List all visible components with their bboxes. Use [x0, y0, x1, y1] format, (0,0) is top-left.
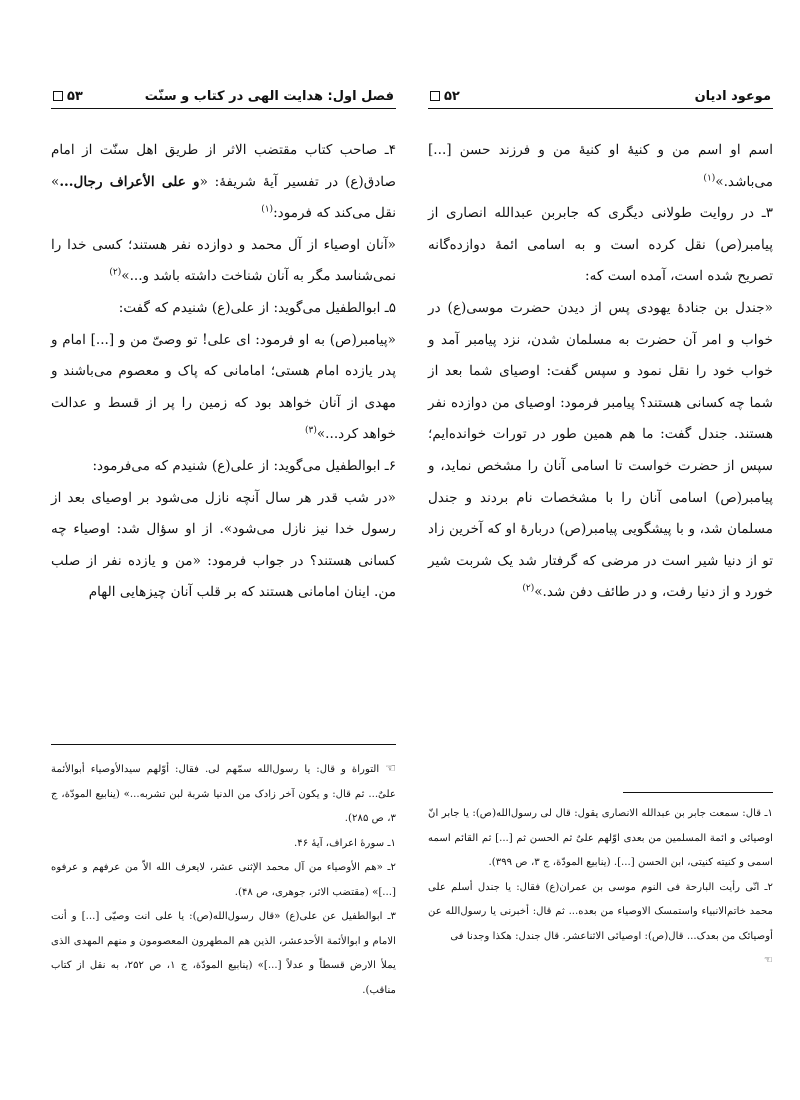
paragraph: ۴ـ صاحب کتاب مقتضب الاثر از طریق اهل سنّت از امام صادق(ع) در تفسیر آیهٔ شریفهٔ: «و علی الأعراف رجال...» نقل می‌کند که فرمود:$^{(۱)}$ [51, 142, 396, 222]
right-page [428, 84, 773, 1044]
footnote-ref: (۲) [522, 583, 535, 594]
left-page [51, 84, 396, 1044]
paragraph: ۵ـ ابوالطفیل می‌گوید: از علی(ع) شنیدم که گفت: [118, 299, 396, 316]
quote-paragraph: «جندل بن جنادهٔ یهودی پس از دیدن حضرت موسی(ع) در خواب و امر آن حضرت به مسلمان شدن، نزد پیامبر آمد و خواب خود را نقل نمود و سپس گفت: اوصیای شما بعد از شما چه کسانی هستند؟ پیامبر فرمود: اوصیای من دوازده نفر هستند. جندل گفت: ما هم همین طور در تورات خوانده‌ایم؛ سپس از حضرت خواست تا اسامی آنان را مشخص نماید، و پیامبر(ص) اسامی آنان را با مشخصات نام بردند و جندل مسلمان شد، و با پیشگویی پیامبر(ص) دربارهٔ او که آخرین زاد تو از دنیا شیر است در مرضی که گرفتار شد یک شربت شیر خورد و از دنیا رفت، و در طائف دفن شد.»$^{(۲)}$ [428, 299, 773, 601]
page-number: ۵۳ [67, 88, 83, 104]
footnote: ۲ـ «هم الأوصیاء من آل محمد الإثنی عشر، لایعرف الله الاّ من عرفهم و عرفوه [...]» (مقتضب الاثر، جوهری، ص ۴۸). [51, 862, 396, 898]
footnote-ref: (۳) [304, 425, 317, 436]
quote-paragraph: «آنان اوصیاء از آل محمد و دوازده نفر هستند؛ کسی خدا را نمی‌شناسد مگر به آنان شناخت داشته باشد و...»$^{(۲)}$ [51, 236, 396, 285]
page-header [428, 84, 773, 109]
page-header [51, 84, 396, 109]
quote-paragraph: «در شب قدر هر سال آنچه نازل می‌شود بر اوصیای بعد از رسول خدا نیز نازل می‌شود». از او سؤال شد: اوصیاء چه کسانی هستند؟ در جواب فرمود: «من و یازده نفر از صلب من. اینان امامانی هستند که بر قلب آنان چیزهایی الهام [51, 489, 396, 601]
page-number-box [430, 89, 460, 104]
page-body [428, 109, 773, 609]
footnote-ref: (۱) [703, 173, 716, 184]
square-icon [53, 91, 63, 101]
footnote-ref: (۱) [261, 204, 274, 215]
footnote-divider [51, 744, 396, 745]
page-number: ۵۲ [444, 88, 460, 104]
paragraph: اسم او اسم من و کنیهٔ او کنیهٔ من و فرزند حسن [...] می‌باشد.»$^{(۱)}$ [428, 142, 773, 190]
footnotes [51, 756, 396, 1003]
paragraph: ۶ـ ابوالطفیل می‌گوید: از علی(ع) شنیدم که می‌فرمود: [92, 457, 396, 474]
footnote: ۳ـ ابوالطفیل عن علی(ع) «قال رسول‌الله(ص): یا علی انت وصیّی [...] و أنت الامام و ابوالأئمة الأحدعشر، الذین هم المطهرون المعصومون و منهم المهدی الذی یملأ الارض قسطاً و عدلاً [...]» (ینابیع المودّة، ج ۱، ص ۲۵۲، به نقل از کتاب مناقب). [51, 911, 396, 996]
running-title: فصل اول: هدایت الهی در کتاب و سنّت [144, 88, 394, 104]
continuation-icon: ☜ [385, 761, 396, 775]
verse: و علی الأعراف رجال... [59, 173, 200, 190]
quote-paragraph: «پیامبر(ص) به او فرمود: ای علی! تو وصیّ من و [...] امام و پدر یازده امام هستی؛ امامانی که پاک و معصوم می‌باشند و مهدی از آنان خواهد بود که زمین را پر از قسط و عدالت خواهد کرد...»$^{(۳)}$ [51, 331, 396, 443]
footnote-divider [623, 792, 773, 793]
paragraph: ۳ـ در روایت طولانی دیگری که جابربن عبدالله انصاری از پیامبر(ص) نقل کرده است و به اسامی ائمهٔ دوازده‌گانه تصریح شده است، آمده است که: [428, 205, 773, 285]
running-title: موعود ادیان [694, 88, 771, 104]
footnote: ۲ـ انّی رأیت البارحة فی النوم موسی بن عمران(ع) فقال: یا جندل أسلم علی محمد خاتم‌الانبیاء واستمسک الاوصیاء من بعده... ثم قال: أخبرنی یا رسول‌الله عن أوصیائک من بعدک... قال(ص): اوصیائی الاثناعشر. قال جندل: هکذا وجدنا فی [428, 881, 773, 942]
footnotes [428, 802, 773, 974]
footnote-continuation: ☜التوراة و قال: یا رسول‌الله سمّهم لی. فقال: أوّلهم سیدالأوصیاء أبوالأئمة علیٌ... ثم قال: و یکون آخر زادک من الدنیا شربة لبن تشربه...» (ینابیع المودّة، ج ۳، ص ۲۸۵). [51, 756, 396, 832]
footnote: ۱ـ سورهٔ اعراف، آیهٔ ۴۶. [293, 837, 396, 849]
page-body [51, 109, 396, 609]
footnote: ۱ـ قال: سمعت جابر بن عبدالله الانصاری یقول: قال لی رسول‌الله(ص): یا جابر انّ اوصیائی و ائمة المسلمین من بعدی اوّلهم علیٌ ثم الحسن ثم [...] ثم القائم اسمه اسمی و کنیته کنیتی، ابن الحسن [...]. (ینابیع المودّة، ج ۳، ص ۳۹۹). [428, 808, 773, 868]
footnote-ref: (۲) [109, 267, 122, 278]
square-icon [430, 91, 440, 101]
page-number-box [53, 89, 83, 104]
footnote-continued-icon: ☜ [763, 955, 773, 966]
